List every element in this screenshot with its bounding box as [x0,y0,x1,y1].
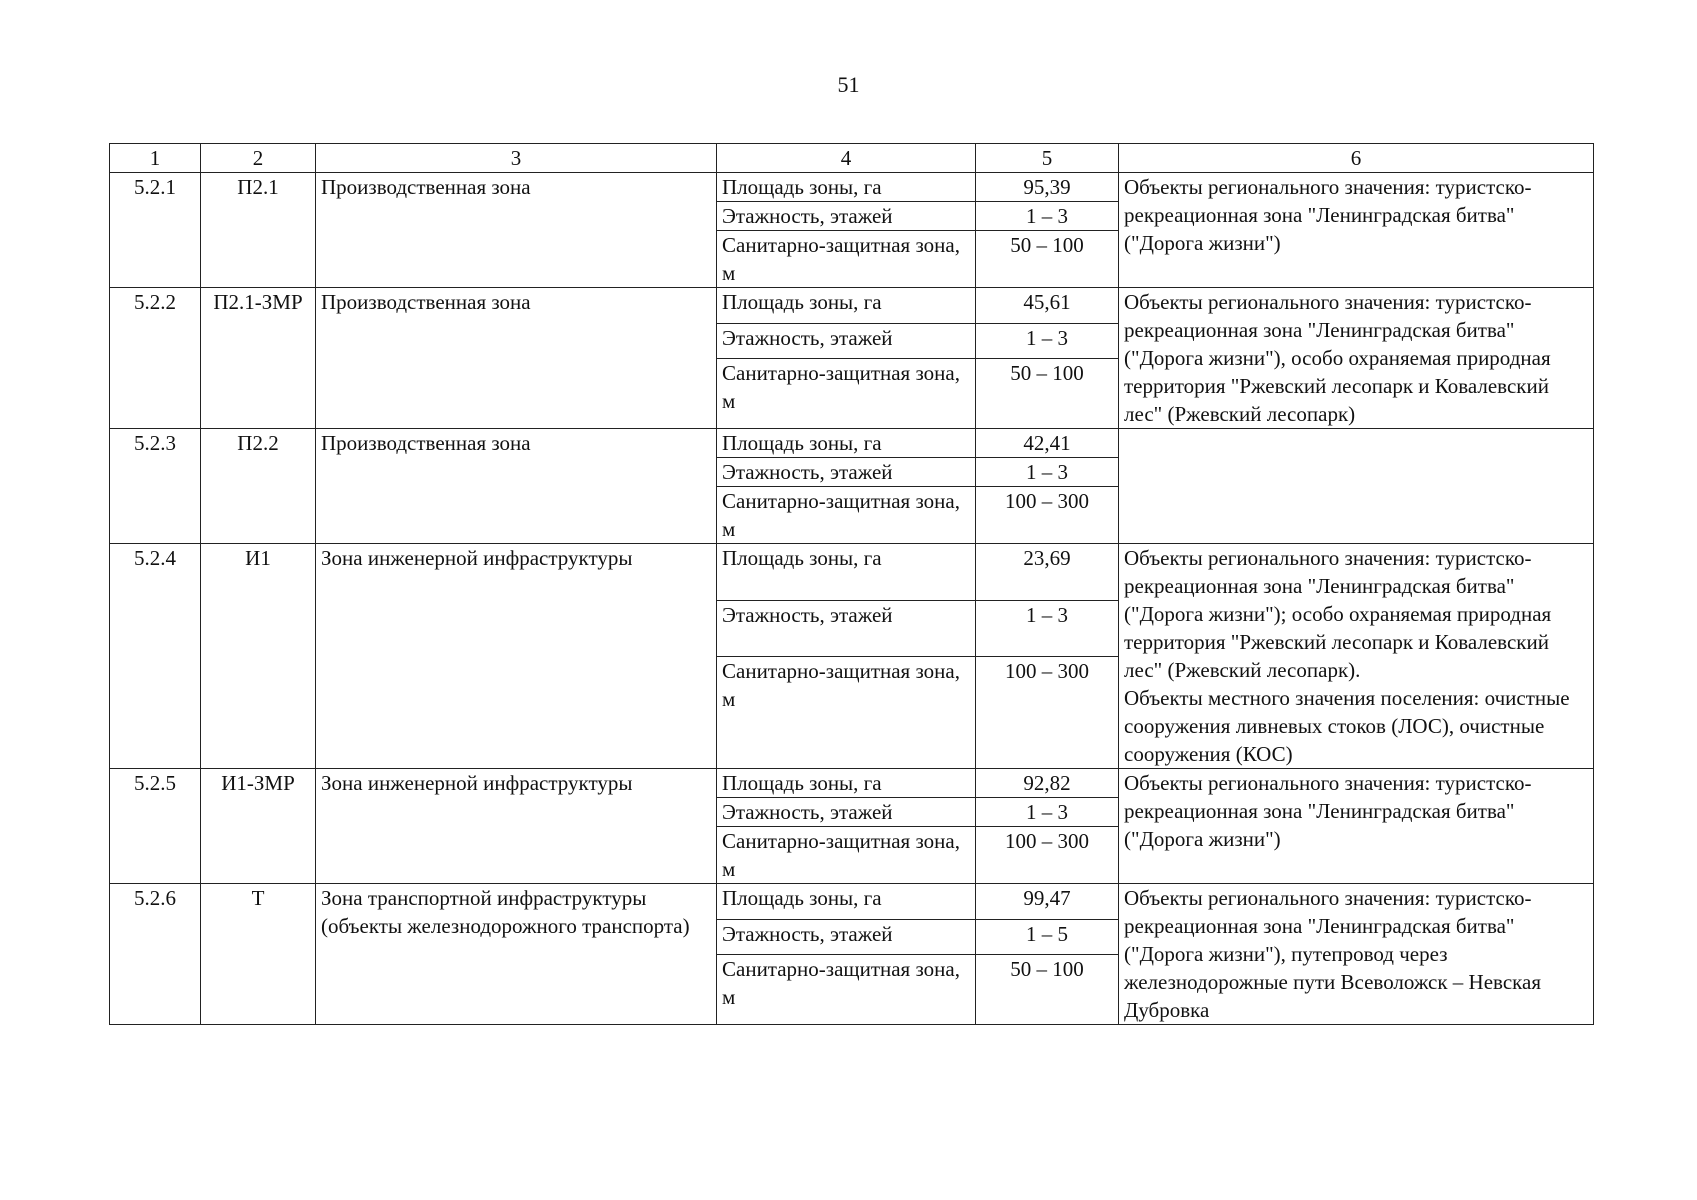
param-label-floors: Этажность, этажей [717,458,976,487]
param-value-area: 92,82 [976,769,1119,798]
param-label-floors: Этажность, этажей [717,600,976,657]
param-value-sanitary: 100 – 300 [976,827,1119,884]
param-label-floors: Этажность, этажей [717,798,976,827]
param-value-floors: 1 – 3 [976,458,1119,487]
table-row [110,288,1594,324]
row-number: 5.2.3 [110,429,201,544]
row-number: 5.2.5 [110,769,201,884]
zone-name: Зона инженерной инфраструктуры [316,544,717,769]
param-label-area: Площадь зоны, га [717,544,976,601]
param-value-floors: 1 – 3 [976,600,1119,657]
param-label-area: Площадь зоны, га [717,884,976,920]
param-label-sanitary: Санитарно-защитная зона, м [717,657,976,769]
objects-paragraph: Объекты регионального значения: туристско-рекреационная зона "Ленинградская битва" ("Дорога жизни"), путепровод через железнодорожные пути Всеволожск – Невская Дубровка [1124,886,1542,1022]
param-label-area: Площадь зоны, га [717,769,976,798]
page-number: 51 [837,72,860,97]
param-label-floors: Этажность, этажей [717,919,976,955]
column-header: 3 [316,144,717,173]
param-value-sanitary: 100 – 300 [976,487,1119,544]
zone-code: П2.1 [201,173,316,288]
zone-name: Производственная зона [316,288,717,429]
param-value-sanitary: 50 – 100 [976,955,1119,1025]
zone-objects [1119,884,1594,1025]
param-label-area: Площадь зоны, га [717,173,976,202]
param-label-area: Площадь зоны, га [717,429,976,458]
param-label-area: Площадь зоны, га [717,288,976,324]
param-label-sanitary: Санитарно-защитная зона, м [717,827,976,884]
param-value-floors: 1 – 5 [976,919,1119,955]
param-value-area: 45,61 [976,288,1119,324]
param-value-floors: 1 – 3 [976,798,1119,827]
param-label-sanitary: Санитарно-защитная зона, м [717,231,976,288]
param-value-floors: 1 – 3 [976,202,1119,231]
zone-objects [1119,429,1594,544]
zones-table [109,143,1594,1025]
column-header: 6 [1119,144,1594,173]
header-row [110,144,1594,173]
table-row [110,769,1594,798]
column-header: 4 [717,144,976,173]
param-value-floors: 1 – 3 [976,323,1119,359]
table-row [110,544,1594,601]
zone-objects [1119,288,1594,429]
param-value-sanitary: 100 – 300 [976,657,1119,769]
param-label-sanitary: Санитарно-защитная зона, м [717,359,976,429]
zone-code: П2.1-ЗМР [201,288,316,429]
objects-paragraph: Объекты местного значения поселения: очистные сооружения ливневых стоков (ЛОС), очистные сооружения (КОС) [1124,686,1570,766]
objects-paragraph: Объекты регионального значения: туристско-рекреационная зона "Ленинградская битва" ("Дорога жизни") [1124,175,1532,255]
param-label-floors: Этажность, этажей [717,202,976,231]
zone-code: П2.2 [201,429,316,544]
param-value-area: 23,69 [976,544,1119,601]
objects-paragraph: Объекты регионального значения: туристско-рекреационная зона "Ленинградская битва" ("Дорога жизни") [1124,771,1532,851]
param-value-area: 95,39 [976,173,1119,202]
objects-paragraph: Объекты регионального значения: туристско-рекреационная зона "Ленинградская битва" ("Дорога жизни"); особо охраняемая природная территория "Ржевский лесопарк и Ковалевский лес" (Ржевский лесопарк). [1124,546,1552,682]
param-label-sanitary: Санитарно-защитная зона, м [717,955,976,1025]
zone-code: Т [201,884,316,1025]
row-number: 5.2.2 [110,288,201,429]
zone-name: Зона транспортной инфраструктуры (объекты железнодорожного транспорта) [316,884,717,1025]
objects-paragraph: Объекты регионального значения: туристско-рекреационная зона "Ленинградская битва" ("Дорога жизни"), особо охраняемая природная территория "Ржевский лесопарк и Ковалевский лес" (Ржевский лесопарк) [1124,290,1551,426]
param-value-area: 99,47 [976,884,1119,920]
zone-objects [1119,173,1594,288]
param-value-area: 42,41 [976,429,1119,458]
table-row [110,173,1594,202]
zone-code: И1-ЗМР [201,769,316,884]
column-header: 2 [201,144,316,173]
zone-name: Производственная зона [316,429,717,544]
zone-objects [1119,544,1594,769]
table-row [110,884,1594,920]
zone-code: И1 [201,544,316,769]
zone-name: Зона инженерной инфраструктуры [316,769,717,884]
param-label-sanitary: Санитарно-защитная зона, м [717,487,976,544]
column-header: 5 [976,144,1119,173]
row-number: 5.2.6 [110,884,201,1025]
table-row [110,429,1594,458]
param-value-sanitary: 50 – 100 [976,231,1119,288]
zone-objects [1119,769,1594,884]
row-number: 5.2.4 [110,544,201,769]
row-number: 5.2.1 [110,173,201,288]
zone-name: Производственная зона [316,173,717,288]
zones-table-body [110,173,1594,1025]
param-value-sanitary: 50 – 100 [976,359,1119,429]
column-header: 1 [110,144,201,173]
param-label-floors: Этажность, этажей [717,323,976,359]
